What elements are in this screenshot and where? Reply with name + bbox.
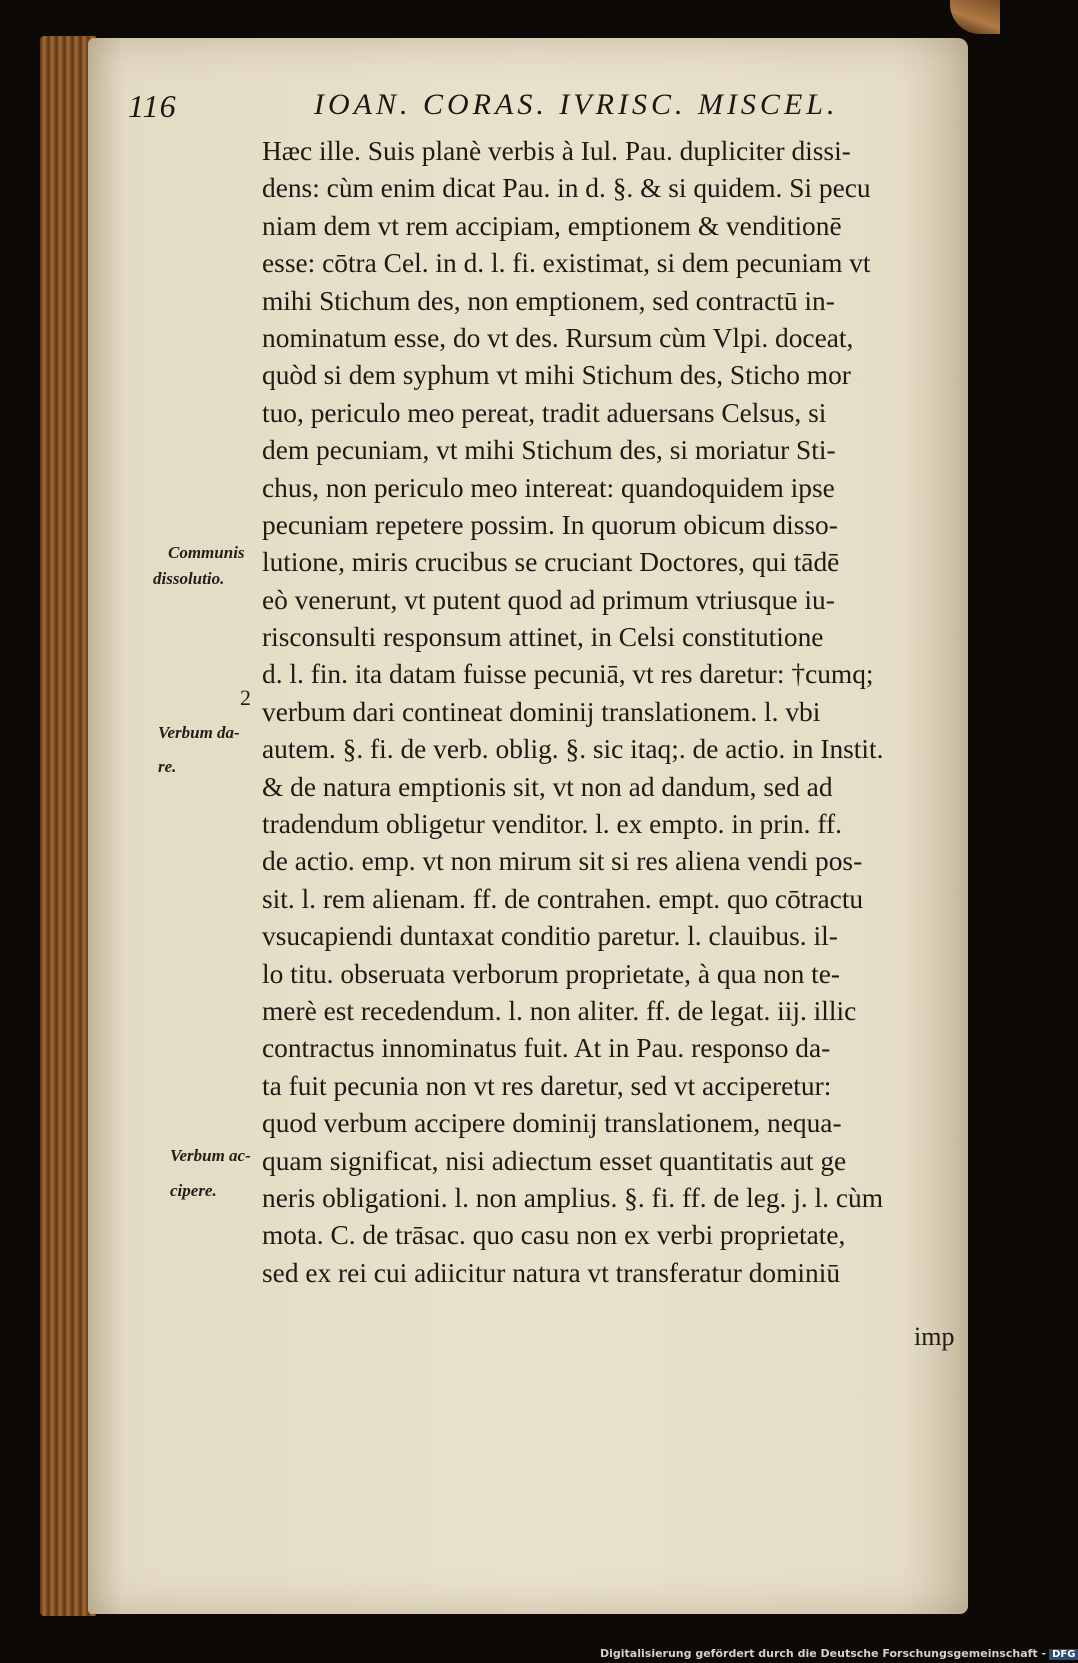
page-number: 116 [128, 88, 177, 124]
running-head-title: IOAN. CORAS. IVRISC. MISCEL. [314, 88, 839, 121]
margin-note-verbum-dare: Verbum da- [158, 723, 240, 742]
text-line: quòd si dem syphum vt mihi Stichum des, Sticho mor [262, 360, 851, 391]
margin-note-dissolutio: dissolutio. [153, 569, 225, 588]
text-line: quam significat, nisi adiectum esset quantitatis aut ge [262, 1145, 847, 1176]
text-line: pecuniam repetere possim. In quorum obicum disso- [262, 509, 838, 540]
text-line: esse: cōtra Cel. in d. l. fi. existimat, si dem pecuniam vt [262, 248, 871, 279]
catchword: imp [914, 1322, 955, 1351]
margin-note-cipere: cipere. [170, 1181, 217, 1200]
text-line: merè est recedendum. l. non aliter. ff. de legat. iij. illic [262, 995, 857, 1026]
text-line: lutione, miris crucibus se cruciant Doctores, qui tādē [262, 547, 840, 578]
text-line: tuo, periculo meo pereat, tradit aduersans Celsus, si [262, 397, 827, 428]
dfg-logo: DFG [1049, 1649, 1078, 1660]
text-line: niam dem vt rem accipiam, emptionem & venditionē [262, 210, 842, 241]
text-line: verbum dari contineat dominij translationem. l. vbi [262, 696, 821, 727]
text-line: nominatum esse, do vt des. Rursum cùm Vlpi. doceat, [262, 322, 854, 353]
text-line: de actio. emp. vt non mirum sit si res aliena vendi pos- [262, 846, 863, 877]
text-line: neris obligationi. l. non amplius. §. fi. ff. de leg. j. l. cùm [262, 1182, 884, 1213]
text-line: autem. §. fi. de verb. oblig. §. sic itaq;. de actio. in Instit. [262, 734, 884, 765]
text-line: quod verbum accipere dominij translationem, nequa- [262, 1108, 842, 1139]
text-line: dens: cùm enim dicat Pau. in d. §. & si quidem. Si pecu [262, 173, 871, 204]
text-line: ta fuit pecunia non vt res daretur, sed vt acciperetur: [262, 1070, 832, 1101]
text-line: risconsulti responsum attinet, in Celsi constitutione [262, 622, 824, 653]
page-corner [950, 0, 1000, 34]
text-line: & de natura emptionis sit, vt non ad dandum, sed ad [262, 771, 833, 802]
body-text [262, 133, 952, 1292]
margin-note-number: 2 [240, 685, 251, 710]
text-line: Hæc ille. Suis planè verbis à Iul. Pau. dupliciter dissi- [262, 136, 851, 166]
text-line: d. l. fin. ita datam fuisse pecuniā, vt res daretur: †cumq; [262, 659, 874, 690]
margin-note-communis: Communis [168, 543, 245, 562]
text-line: eò venerunt, vt putent quod ad primum vtriusque iu- [262, 584, 835, 615]
margin-note-verbum-accipere: Verbum ac- [170, 1146, 251, 1165]
text-line: mota. C. de trāsac. quo casu non ex verbi proprietate, [262, 1220, 846, 1251]
text-line: lo titu. obseruata verborum proprietate, à qua non te- [262, 958, 841, 989]
text-line: sit. l. rem alienam. ff. de contrahen. empt. quo cōtractu [262, 883, 864, 914]
digitization-credit-text: Digitalisierung gefördert durch die Deutsche Forschungsgemeinschaft - [600, 1647, 1047, 1660]
text-line: dem pecuniam, vt mihi Stichum des, si moriatur Sti- [262, 435, 836, 466]
text-line: sed ex rei cui adiicitur natura vt transferatur dominiū [262, 1257, 841, 1288]
text-line: contractus innominatus fuit. At in Pau. responso da- [262, 1033, 831, 1064]
text-line: tradendum obligetur venditor. l. ex empto. in prin. ff. [262, 809, 842, 840]
running-head [128, 88, 908, 128]
text-line: vsucapiendi duntaxat conditio paretur. l. clauibus. il- [262, 921, 838, 952]
digitization-credit [600, 1647, 1076, 1663]
text-line: mihi Stichum des, non emptionem, sed contractū in- [262, 285, 835, 316]
text-line: chus, non periculo meo intereat: quandoquidem ipse [262, 472, 835, 503]
margin-note-re: re. [158, 757, 177, 776]
